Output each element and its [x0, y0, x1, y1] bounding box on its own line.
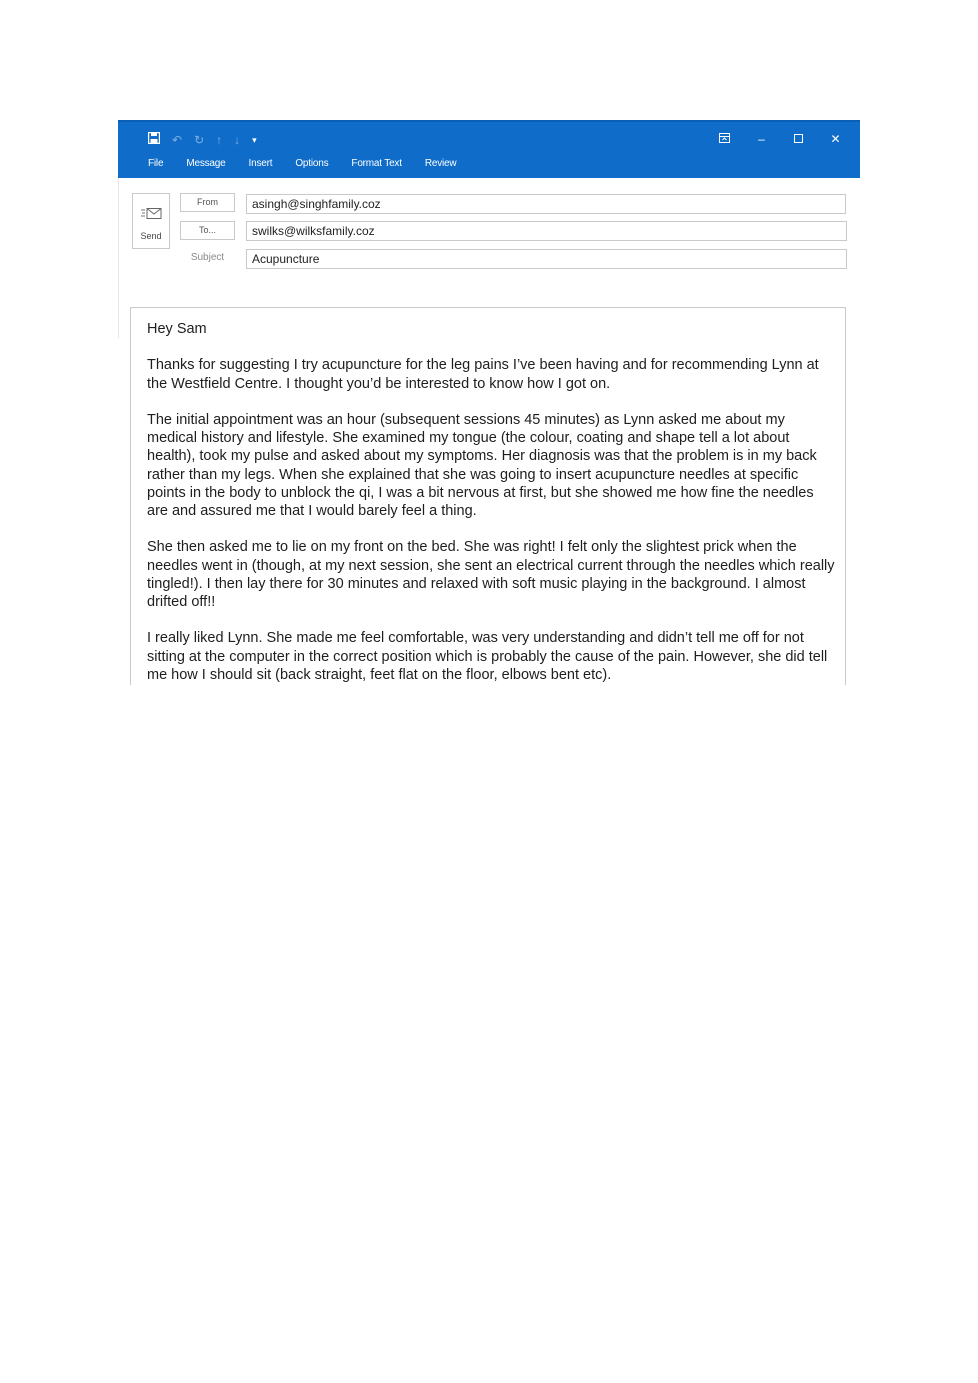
send-label: Send	[140, 231, 162, 241]
greeting: Hey Sam	[147, 321, 207, 337]
window-controls	[706, 131, 854, 147]
quick-access-toolbar	[148, 132, 257, 148]
subject-field[interactable]: Acupuncture	[246, 249, 847, 269]
close-icon[interactable]: ✕	[830, 132, 841, 146]
tab-format-text[interactable]: Format Text	[351, 158, 402, 169]
paragraph: Thanks for suggesting I try acupuncture for the leg pains I’ve been having and for recommending Lynn at the Westfield Centre. I thought you’d be interested to know how I got on.	[147, 357, 819, 392]
tab-insert[interactable]: Insert	[248, 158, 273, 169]
message-body[interactable]	[130, 307, 846, 685]
ribbon-tabs	[148, 158, 479, 169]
arrow-up-icon[interactable]: ↑	[216, 133, 223, 147]
to-field[interactable]: swilks@wilksfamily.coz	[246, 221, 847, 241]
from-field[interactable]: asingh@singhfamily.coz	[246, 194, 846, 214]
qat-customize-icon[interactable]: ▾	[252, 135, 257, 145]
to-button[interactable]: To...	[180, 221, 235, 240]
title-bar	[118, 120, 860, 178]
paragraph: I really liked Lynn. She made me feel comfortable, was very understanding and didn’t tell me off for not sitting at the computer in the correct position which is probably the cause of the pain. However, she did tell me how I should sit (back straight, feet flat on the floor, elbows bent etc).	[147, 630, 828, 683]
arrow-down-icon[interactable]: ↓	[234, 133, 241, 147]
paragraph: She then asked me to lie on my front on the bed. She was right! I felt only the slightest prick when the needles went in (though, at my next session, she sent an electrical current through the needles which really tingled!). I then lay there for 30 minutes and relaxed with soft music playing in the background. I almost drifted off!!	[147, 539, 835, 610]
save-icon[interactable]	[148, 132, 160, 148]
send-button[interactable]	[132, 193, 170, 249]
email-compose-window	[118, 120, 860, 685]
redo-icon[interactable]: ↻	[194, 133, 205, 147]
tab-review[interactable]: Review	[424, 158, 457, 169]
maximize-icon[interactable]	[780, 131, 817, 147]
paragraph: The initial appointment was an hour (subsequent sessions 45 minutes) as Lynn asked me about my medical history and lifestyle. She examined my tongue (the colour, coating and shape tell a lot about health), took my pulse and asked about my symptoms. Her diagnosis was that the problem is in my back rather than my legs. When she explained that she was going to insert acupuncture needles at specific points in the body to unblock the qi, I was a bit nervous at first, but she showed me how fine the needles are and assured me that I would barely feel a thing.	[147, 411, 817, 519]
tab-message[interactable]: Message	[186, 158, 226, 169]
message-text	[147, 320, 837, 685]
tab-file[interactable]: File	[148, 158, 164, 169]
undo-icon[interactable]: ↶	[172, 133, 183, 147]
minimize-icon[interactable]: –	[758, 132, 765, 146]
ribbon-display-icon[interactable]	[706, 131, 743, 147]
divider	[118, 178, 119, 338]
from-button[interactable]: From	[180, 193, 235, 212]
send-envelope-icon	[141, 207, 163, 221]
subject-label: Subject	[190, 252, 225, 263]
tab-options[interactable]: Options	[295, 158, 329, 169]
